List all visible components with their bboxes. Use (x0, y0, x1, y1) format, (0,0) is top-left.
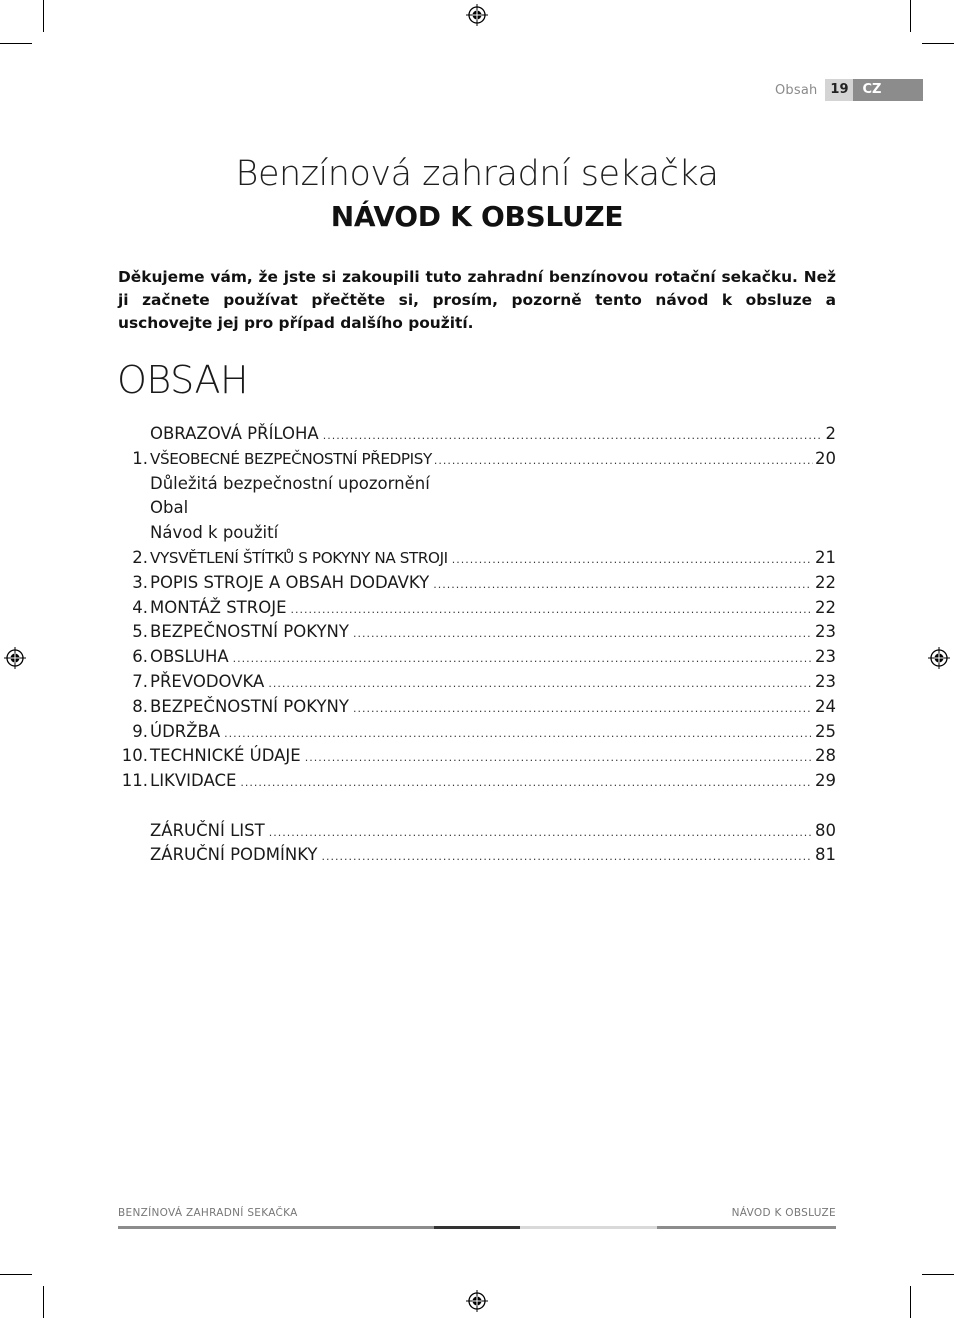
crop-mark (0, 43, 32, 44)
footer-product-name: BENZÍNOVÁ ZAHRADNÍ SEKAČKA (118, 1207, 298, 1219)
toc-entry-page: 25 (815, 721, 836, 741)
toc-entry-label: Obal (150, 498, 189, 518)
toc-entry-page: 24 (815, 696, 836, 716)
toc-leader-dots (224, 727, 811, 740)
toc-entry-page: 2 (825, 424, 836, 443)
toc-leader-dots (433, 578, 811, 591)
toc-entry-page: 21 (815, 547, 836, 567)
toc-entry-number: 11. (121, 771, 148, 791)
toc-entry-label: POPIS STROJE A OBSAH DODAVKY (150, 572, 430, 592)
language-badge: CZ (853, 79, 923, 101)
toc-entry-label: OBRAZOVÁ PŘÍLOHA (150, 424, 319, 443)
toc-entry-number: 4. (132, 597, 148, 617)
crop-mark (910, 0, 911, 32)
toc-leader-dots (322, 850, 811, 863)
crop-mark (910, 1286, 911, 1318)
toc-entry-page: 23 (815, 647, 836, 667)
toc-entry-label: TECHNICKÉ ÚDAJE (150, 746, 301, 766)
toc-entry[interactable] (118, 771, 836, 796)
toc-entry-number: 7. (132, 671, 148, 691)
toc-leader-dots (233, 652, 811, 665)
document-subtitle: NÁVOD K OBSLUZE (330, 200, 624, 233)
toc-entry-label: BEZPEČNOSTNÍ POKYNY (150, 696, 349, 716)
toc-entry[interactable] (118, 821, 836, 846)
toc-leader-dots (268, 677, 811, 690)
toc-entry[interactable] (118, 746, 836, 771)
toc-entry-page: 23 (815, 671, 836, 691)
toc-entry-number: 10. (121, 746, 148, 766)
toc-entry-page: 80 (815, 820, 836, 840)
toc-entry[interactable] (118, 573, 836, 598)
toc-entry[interactable] (118, 548, 836, 573)
toc-entry-number: 1. (132, 448, 148, 468)
registration-mark-icon (928, 647, 950, 669)
toc-entry-label: Návod k použití (150, 523, 279, 543)
toc-entry-label: ZÁRUČNÍ PODMÍNKY (150, 845, 318, 865)
page-number: 19 (825, 79, 853, 101)
toc-entry[interactable] (118, 449, 836, 474)
footer-rule-segment (520, 1226, 657, 1229)
crop-mark (922, 1274, 954, 1275)
table-of-contents (118, 424, 836, 870)
footer-document-name: NÁVOD K OBSLUZE (731, 1207, 836, 1219)
toc-leader-dots (434, 454, 813, 467)
registration-mark-icon (4, 647, 26, 669)
toc-entry[interactable] (118, 672, 836, 697)
crop-mark (43, 1286, 44, 1318)
toc-entry-number: 3. (132, 572, 148, 592)
toc-entry[interactable] (118, 697, 836, 722)
crop-mark (0, 1274, 32, 1275)
toc-leader-dots (269, 826, 811, 839)
footer-rule-segment (118, 1226, 434, 1229)
footer-rule-segment (657, 1226, 836, 1229)
document-title: Benzínová zahradní sekačka (235, 154, 719, 194)
toc-entry-page: 20 (815, 448, 836, 468)
toc-entry-label: ÚDRŽBA (150, 721, 221, 741)
toc-entry-page: 22 (815, 572, 836, 592)
toc-leader-dots (305, 751, 811, 764)
toc-entry-label: MONTÁŽ STROJE (150, 597, 287, 617)
crop-mark (922, 43, 954, 44)
registration-mark-icon (466, 4, 488, 26)
toc-entry-page: 29 (815, 771, 836, 791)
toc-leader-dots (353, 627, 811, 640)
intro-paragraph: Děkujeme vám, že jste si zakoupili tuto zahradní benzínovou rotační sekačku. Než ji začnete používat přečtěte si, prosím, pozorně tento návod k obsluze a uschovejte jej pro případ dalšího použití. (118, 268, 836, 332)
toc-leader-dots (291, 603, 812, 616)
toc-heading: OBSAH (117, 358, 249, 402)
page-header-tab (775, 79, 923, 101)
toc-entry-number: 2. (132, 547, 148, 567)
toc-leader-dots (452, 553, 811, 566)
toc-entry-number: 5. (132, 622, 148, 642)
toc-subentry (118, 474, 836, 499)
toc-entry-label: VŠEOBECNÉ BEZPEČNOSTNÍ PŘEDPISY (150, 449, 432, 468)
toc-entry-page: 22 (815, 597, 836, 617)
footer-rule-segment (434, 1226, 520, 1229)
toc-leader-dots (323, 429, 822, 442)
toc-entry-number: 6. (132, 647, 148, 667)
toc-entry-label: ZÁRUČNÍ LIST (150, 820, 265, 840)
toc-entry-label: PŘEVODOVKA (150, 671, 265, 691)
toc-entry[interactable] (118, 598, 836, 623)
toc-entry-page: 81 (815, 845, 836, 865)
toc-entry[interactable] (118, 647, 836, 672)
toc-entry[interactable] (118, 424, 836, 449)
toc-entry-label: VYSVĚTLENÍ ŠTÍTKŮ S POKYNY NA STROJI (150, 548, 448, 567)
toc-entry-label: OBSLUHA (150, 647, 229, 667)
crop-mark (43, 0, 44, 32)
toc-entry[interactable] (118, 622, 836, 647)
toc-entry-number: 8. (132, 696, 148, 716)
toc-entry-label: BEZPEČNOSTNÍ POKYNY (150, 622, 349, 642)
toc-leader-dots (240, 776, 811, 789)
toc-subentry (118, 523, 836, 548)
registration-mark-icon (466, 1290, 488, 1312)
toc-leader-dots (353, 702, 811, 715)
toc-entry-page: 23 (815, 622, 836, 642)
toc-entry-page: 28 (815, 746, 836, 766)
toc-entry-label: LIKVIDACE (150, 771, 237, 791)
toc-entry-number: 9. (132, 721, 148, 741)
toc-subentry (118, 498, 836, 523)
toc-entry[interactable] (118, 845, 836, 870)
header-section-label: Obsah (775, 82, 818, 98)
toc-spacer (118, 796, 836, 821)
toc-entry-label: Důležitá bezpečnostní upozornění (150, 473, 430, 493)
toc-entry[interactable] (118, 722, 836, 747)
